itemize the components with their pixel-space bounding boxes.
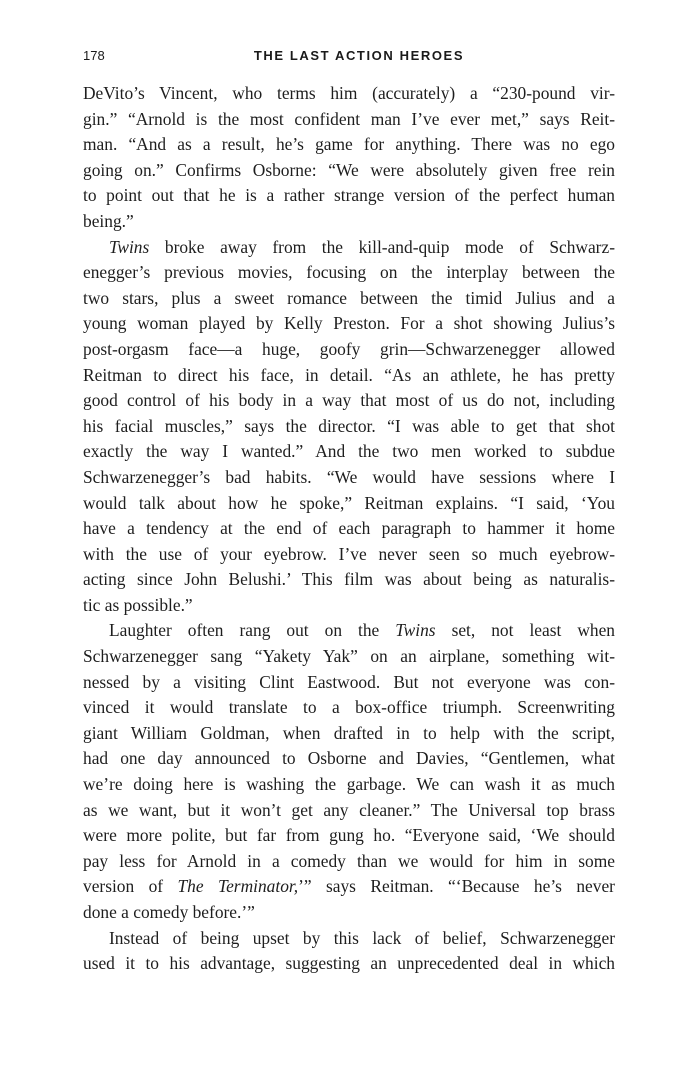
text-line: acting since John Belushi.’ This film was about being as naturalis-	[83, 569, 615, 590]
text-line: pay less for Arnold in a comedy than we would for him in some	[83, 850, 615, 871]
page-header	[83, 48, 615, 68]
text-line: Reitman to direct his face, in detail. “As an athlete, he has pretty	[83, 364, 615, 385]
text-line: as we want, but it won’t get any cleaner.” The Universal top brass	[83, 799, 615, 820]
text-line: gin.” “Arnold is the most confident man I’ve ever met,” says Reit-	[83, 108, 615, 129]
text-line: enegger’s previous movies, focusing on the interplay between the	[83, 262, 615, 283]
text-line: tic as possible.”	[83, 594, 193, 615]
text-line: being.”	[83, 210, 134, 231]
film-title-italic: The Terminator,	[177, 876, 299, 897]
text-line: Schwarzenegger’s bad habits. “We would have sessions where I	[83, 466, 615, 487]
text-line: to point out that he is a rather strange version of the perfect human	[83, 185, 615, 206]
text-line: have a tendency at the end of each paragraph to hammer it home	[83, 518, 615, 539]
text-line: good control of his body in a way that most of us do not, including	[83, 390, 615, 411]
text-line: his facial muscles,” says the director. “I was able to get that shot	[83, 415, 615, 436]
text-line: used it to his advantage, suggesting an unprecedented deal in which	[83, 953, 615, 974]
text-line: had one day announced to Osborne and Davies, “Gentlemen, what	[83, 748, 615, 769]
text-line: DeVito’s Vincent, who terms him (accurately) a “230-pound vir-	[83, 83, 615, 103]
text-fragment: broke away from the kill-and-quip mode of Schwarz-	[149, 236, 615, 257]
page-number: 178	[83, 48, 105, 63]
text-fragment: set, not least when	[435, 620, 615, 641]
text-line: man. “And as a result, he’s game for anything. There was no ego	[83, 134, 615, 155]
running-head: THE LAST ACTION HEROES	[253, 48, 465, 63]
film-title-italic: Twins	[109, 236, 150, 257]
text-line	[83, 618, 615, 644]
text-fragment: Laughter often rang out on the	[109, 620, 396, 641]
text-line: Schwarzenegger sang “Yakety Yak” on an airplane, something wit-	[83, 646, 615, 667]
text-line: we’re doing here is washing the garbage. We can wash it as much	[83, 774, 615, 795]
text-line: done a comedy before.’”	[83, 902, 255, 922]
text-line: post-orgasm face—a huge, goofy grin—Schwarzenegger allowed	[83, 338, 615, 359]
text-line	[83, 874, 615, 900]
text-line: going on.” Confirms Osborne: “We were absolutely given free rein	[83, 159, 615, 180]
body-text	[83, 81, 615, 977]
text-line: young woman played by Kelly Preston. For a shot showing Julius’s	[83, 313, 615, 334]
paragraph-4	[83, 926, 615, 977]
text-fragment: ’” says Reitman. “‘Because he’s never	[298, 876, 615, 897]
text-line: giant William Goldman, when drafted in to help with the script,	[83, 722, 615, 743]
text-line: with the use of your eyebrow. I’ve never seen so much eyebrow-	[83, 543, 615, 564]
text-line: vinced it would translate to a box-office triumph. Screenwriting	[83, 697, 615, 718]
paragraph-2	[83, 235, 615, 619]
paragraph-1	[83, 81, 615, 235]
text-line: Instead of being upset by this lack of belief, Schwarzenegger	[109, 927, 615, 948]
text-line: two stars, plus a sweet romance between the timid Julius and a	[83, 287, 615, 308]
text-line: would talk about how he spoke,” Reitman explains. “I said, ‘You	[83, 492, 615, 513]
text-line: nessed by a visiting Clint Eastwood. But not everyone was con-	[83, 671, 615, 692]
text-line: were more polite, but far from gung ho. “Everyone said, ‘We should	[83, 825, 615, 846]
text-fragment: version of	[83, 876, 178, 897]
film-title-italic: Twins	[395, 620, 436, 641]
paragraph-3	[83, 618, 615, 925]
text-line	[83, 235, 615, 261]
text-line: exactly the way I wanted.” And the two men worked to subdue	[83, 441, 615, 462]
